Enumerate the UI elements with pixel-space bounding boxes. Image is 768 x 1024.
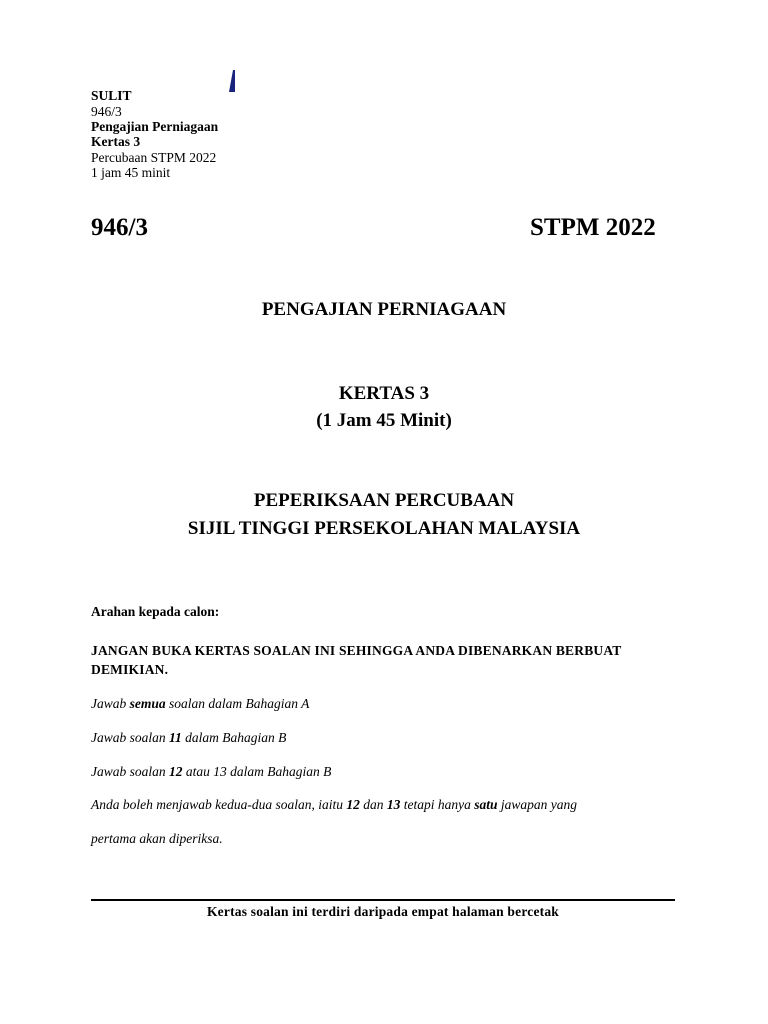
- banner-exam: STPM 2022: [530, 214, 656, 241]
- instruction-text: Jawab soalan: [91, 730, 170, 745]
- instruction-line-3: [91, 764, 331, 780]
- instruction-line-1: [91, 696, 309, 712]
- instruction-text: dalam Bahagian B: [181, 730, 287, 745]
- title-paper-block: [0, 380, 768, 434]
- header-duration: 1 jam 45 minit: [91, 165, 171, 180]
- title-subject: PENGAJIAN PERNIAGAAN: [261, 299, 507, 320]
- instruction-emphasis: 12: [346, 797, 360, 812]
- footer-divider: [91, 899, 675, 901]
- instruction-text: Anda boleh menjawab kedua-dua soalan, iaitu: [91, 797, 347, 812]
- instruction-text: 13: [213, 764, 227, 779]
- title-exam-block: [0, 487, 768, 543]
- instruction-text: tetapi hanya: [400, 797, 475, 812]
- title-exam-line2: SIJIL TINGGI PERSEKOLAHAN MALAYSIA: [187, 518, 581, 539]
- instruction-text: soalan dalam Bahagian A: [165, 696, 310, 711]
- instruction-text: atau: [182, 764, 214, 779]
- instructions-heading: Arahan kepada calon:: [91, 604, 220, 619]
- title-paper: KERTAS 3: [338, 383, 430, 404]
- title-exam-line1: PEPERIKSAAN PERCUBAAN: [253, 490, 515, 511]
- instruction-emphasis: semua: [129, 696, 166, 711]
- header-exam: Percubaan STPM 2022: [91, 150, 217, 165]
- header-sulit: SULIT: [91, 88, 132, 103]
- instruction-line-5: pertama akan diperiksa.: [91, 831, 223, 846]
- header-subject: Pengajian Perniagaan: [91, 119, 219, 134]
- instruction-emphasis: 13: [386, 797, 401, 812]
- instructions-warning: JANGAN BUKA KERTAS SOALAN INI SEHINGGA ANDA DIBENARKAN BERBUAT DEMIKIAN.: [91, 643, 622, 677]
- header-code: 946/3: [91, 104, 122, 119]
- banner-code: 946/3: [91, 214, 148, 241]
- corner-mark-icon: [226, 70, 236, 92]
- instruction-text: dan: [359, 797, 387, 812]
- instruction-line-2: [91, 730, 286, 746]
- instruction-text: jawapan yang: [497, 797, 577, 812]
- instruction-emphasis: 12: [169, 764, 183, 779]
- instruction-line-4: [91, 797, 577, 813]
- footer-text: Kertas soalan ini terdiri daripada empat halaman bercetak: [206, 904, 560, 919]
- instruction-text: dalam Bahagian B: [226, 764, 332, 779]
- instruction-text: Jawab soalan: [91, 764, 170, 779]
- title-duration: (1 Jam 45 Minit): [316, 410, 452, 431]
- instruction-emphasis: satu: [474, 797, 498, 812]
- instruction-emphasis: 11: [169, 730, 182, 745]
- header-paper: Kertas 3: [91, 134, 141, 149]
- instruction-text: Jawab: [91, 696, 130, 711]
